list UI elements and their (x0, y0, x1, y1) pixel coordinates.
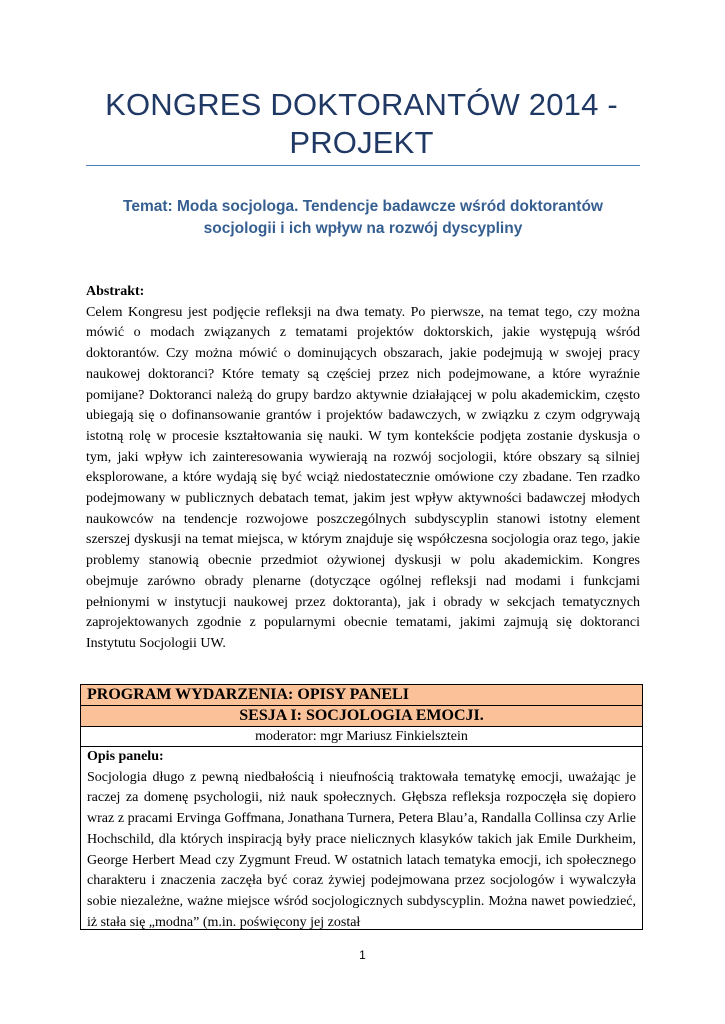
panel-text: Socjologia długo z pewną niedbałością i nieufnością traktowała tematykę emocji, uważając je raczej za domenę psychologii, niż nauk społecznych. Głębsza refleksja rozpoczęła się dopiero wraz z pracami Ervinga Goffmana, Jonathana Turnera, Petera Blau’a, Randalla Collinsa czy Arlie Hochschild, dla których inspiracją były prace nielicznych klasyków takich jak Emile Durkheim, George Herbert Mead czy Zygmunt Freud. W ostatnich latach tematyka emocji, ich społecznego charakteru i znaczenia zaczęła być coraz żywiej podejmowana przez socjologów i wywalczyła sobie niezależne, ważne miejsce wśród socjologicznych subdyscyplin. Można nawet powiedzieć, iż stała się „modna” (m.in. poświęcony jej został (87, 769, 636, 930)
panel-description (81, 747, 642, 930)
abstract-text: Celem Kongresu jest podjęcie refleksji na dwa tematy. Po pierwsze, na temat tego, czy można mówić o modach związanych z tematami projektów doktorskich, jakie występują wśród doktorantów. Czy można mówić o dominujących obszarach, jakie podejmują w swojej pracy naukowej doktoranci? Które tematy są częściej przez nich podejmowane, a które wyraźnie pomijane? Doktoranci należą do grupy bardzo aktywnie działającej w polu akademickim, często ubiegają się o dofinansowanie grantów i projektów badawczych, w związku z czym odgrywają istotną rolę w procesie kształtowania się nauki. W tym kontekście podjęta zostanie dyskusja o tym, jaki wpływ ich zainteresowania wywierają na rozwój socjologii, które obszary są silniej eksplorowane, a które wydają się być wciąż niedostatecznie omówione czy zbadane. Ten rzadko podejmowany w publicznych debatach temat, jakim jest wpływ aktywności badawczej młodych naukowców na tendencje rozwojowe poszczególnych subdyscyplin stanowi istotny element szerszej dyskusji na temat miejsca, w którym znajduje się współczesna socjologia oraz tego, jakie problemy stanowią obecnie przedmiot ożywionej dyskusji w polu akademickim. Kongres obejmuje zarówno obrady plenarne (dotyczące ogólnej refleksji nad modami i funkcjami pełnionymi w instytucji naukowej przez doktoranta), jak i obrady w sekcjach tematycznych zaprojektowanych zgodnie z popularnymi obecnie tematami, jakimi zajmują się doktoranci Instytutu Socjologii UW. (86, 304, 640, 651)
document-title: KONGRES DOKTORANTÓW 2014 - PROJEKT (105, 87, 618, 160)
session-title: SESJA I: SOCJOLOGIA EMOCJI. (81, 706, 642, 727)
session-moderator: moderator: mgr Mariusz Finkielsztein (81, 727, 642, 747)
abstract-label: Abstrakt: (86, 284, 145, 299)
page-number: 1 (359, 948, 366, 962)
program-table (80, 684, 643, 930)
document-subtitle: Temat: Moda socjologa. Tendencje badawcze wśród doktorantów socjologii i ich wpływ na rozwój dyscypliny (123, 198, 603, 237)
title-divider (86, 165, 640, 166)
program-header: PROGRAM WYDARZENIA: OPISY PANELI (81, 685, 642, 706)
panel-label: Opis panelu: (87, 749, 164, 764)
abstract-section (86, 282, 640, 655)
